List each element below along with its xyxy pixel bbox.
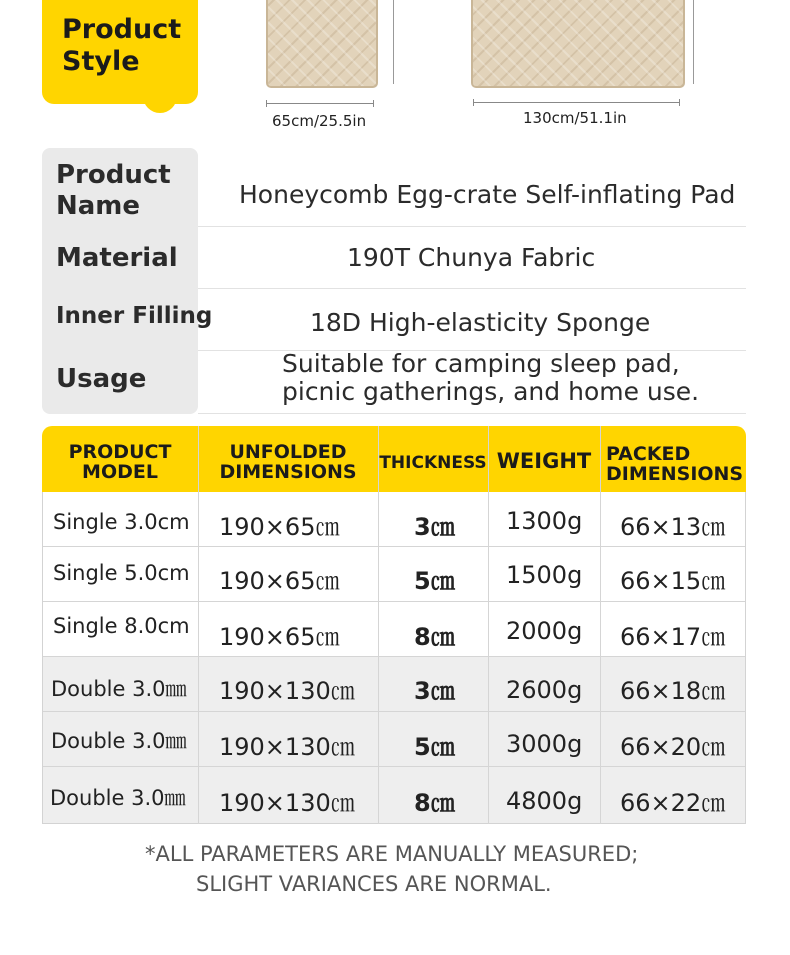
table-cell-weight: 3000g bbox=[506, 730, 583, 758]
table-cell-thickness: 5㎝ bbox=[414, 567, 455, 595]
product-name-label: Product Name bbox=[56, 160, 171, 221]
table-cell-weight: 2000g bbox=[506, 617, 583, 645]
table-cell-thickness: 3㎝ bbox=[414, 677, 455, 705]
single-width-label: 65cm/25.5in bbox=[272, 112, 367, 130]
width-guide-line bbox=[473, 102, 680, 103]
product-name-value: Honeycomb Egg-crate Self-inflating Pad bbox=[239, 180, 736, 209]
table-cell-unfolded: 190×130㎝ bbox=[219, 789, 355, 817]
table-cell-thickness: 8㎝ bbox=[414, 623, 455, 651]
product-style-title: Product Style bbox=[62, 14, 182, 77]
info-divider bbox=[198, 413, 746, 414]
double-pad-image bbox=[471, 0, 685, 88]
badge-tab bbox=[143, 96, 177, 113]
usage-value: Suitable for camping sleep pad, picnic gatherings, and home use. bbox=[282, 349, 700, 406]
header-packed-dimensions: PACKED DIMENSIONS bbox=[606, 443, 744, 485]
header-unfolded-dimensions: UNFOLDED DIMENSIONS bbox=[219, 441, 357, 483]
info-divider bbox=[198, 226, 746, 227]
header-thickness: THICKNESS bbox=[379, 453, 487, 473]
inner-filling-value: 18D High-elasticity Sponge bbox=[310, 308, 651, 337]
height-guide-line bbox=[393, 0, 394, 84]
column-divider bbox=[488, 426, 489, 824]
table-cell-packed: 66×22㎝ bbox=[620, 789, 726, 817]
header-product-model: PRODUCT MODEL bbox=[68, 441, 172, 483]
single-pad-image bbox=[266, 0, 378, 88]
material-value: 190T Chunya Fabric bbox=[347, 243, 596, 272]
table-cell-unfolded: 190×65㎝ bbox=[219, 567, 340, 595]
width-guide-line bbox=[266, 103, 374, 104]
table-cell-weight: 1300g bbox=[506, 507, 583, 535]
footnote-line-2: SLIGHT VARIANCES ARE NORMAL. bbox=[196, 872, 552, 896]
table-cell-model: Double 3.0㎜ bbox=[50, 786, 186, 810]
table-cell-thickness: 8㎝ bbox=[414, 789, 455, 817]
table-cell-unfolded: 190×65㎝ bbox=[219, 513, 340, 541]
column-divider bbox=[378, 426, 379, 824]
double-width-label: 130cm/51.1in bbox=[523, 109, 627, 127]
table-cell-packed: 66×17㎝ bbox=[620, 623, 726, 651]
table-cell-thickness: 5㎝ bbox=[414, 733, 455, 761]
header-weight: WEIGHT bbox=[496, 449, 592, 473]
table-cell-packed: 66×20㎝ bbox=[620, 733, 726, 761]
material-label: Material bbox=[56, 243, 178, 273]
table-cell-model: Single 3.0cm bbox=[53, 510, 190, 534]
usage-label: Usage bbox=[56, 364, 147, 394]
row-divider bbox=[43, 546, 745, 547]
table-cell-packed: 66×15㎝ bbox=[620, 567, 726, 595]
table-cell-thickness: 3㎝ bbox=[414, 513, 455, 541]
info-divider bbox=[198, 288, 746, 289]
inner-filling-label: Inner Filling bbox=[56, 303, 213, 329]
row-divider bbox=[43, 601, 745, 602]
row-divider bbox=[43, 766, 745, 767]
table-cell-model: Double 3.0㎜ bbox=[51, 729, 187, 753]
table-cell-unfolded: 190×130㎝ bbox=[219, 733, 355, 761]
column-divider bbox=[600, 426, 601, 824]
table-cell-unfolded: 190×130㎝ bbox=[219, 677, 355, 705]
table-cell-packed: 66×18㎝ bbox=[620, 677, 726, 705]
table-cell-weight: 1500g bbox=[506, 561, 583, 589]
row-divider bbox=[43, 656, 745, 657]
table-cell-packed: 66×13㎝ bbox=[620, 513, 726, 541]
row-divider bbox=[43, 711, 745, 712]
footnote-line-1: *ALL PARAMETERS ARE MANUALLY MEASURED; bbox=[145, 842, 639, 866]
column-divider bbox=[198, 426, 199, 824]
height-guide-line bbox=[693, 0, 694, 84]
table-cell-weight: 4800g bbox=[506, 787, 583, 815]
table-cell-unfolded: 190×65㎝ bbox=[219, 623, 340, 651]
table-cell-weight: 2600g bbox=[506, 676, 583, 704]
table-cell-model: Double 3.0㎜ bbox=[51, 677, 187, 701]
table-cell-model: Single 8.0cm bbox=[53, 614, 190, 638]
table-cell-model: Single 5.0cm bbox=[53, 561, 190, 585]
